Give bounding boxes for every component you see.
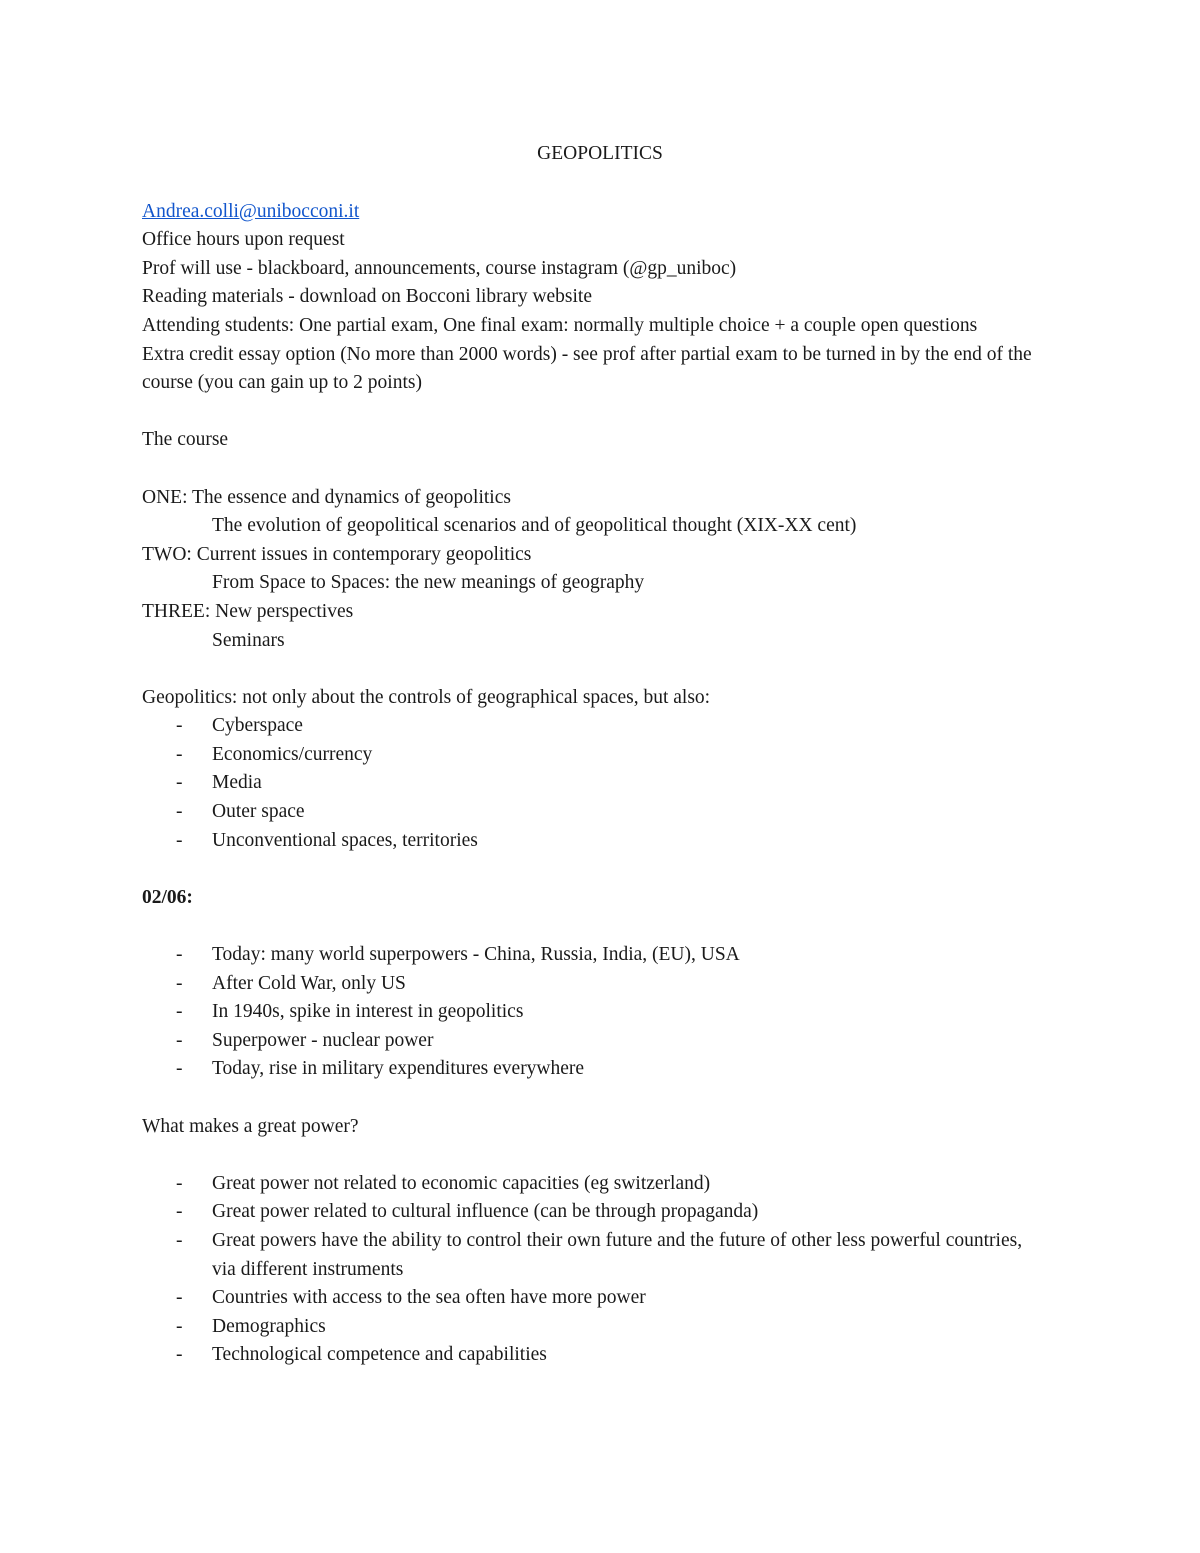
intro-line: Prof will use - blackboard, announcements, course instagram (@gp_uniboc): [142, 257, 737, 279]
date-heading: 02/06:: [142, 886, 193, 908]
list-item: [142, 798, 1042, 827]
spacer: [142, 855, 1042, 884]
list-item: [142, 941, 1042, 970]
spacer: [142, 398, 1042, 427]
spacer: [142, 655, 1042, 684]
dash-marker: -: [176, 743, 183, 765]
list-item-text: Superpower - nuclear power: [212, 1029, 434, 1051]
list-item-text: Countries with access to the sea often have more power: [212, 1287, 646, 1309]
course-part-sub: Seminars: [212, 629, 285, 651]
list-item: [142, 1055, 1042, 1084]
list-item: [142, 1227, 1042, 1284]
dash-marker: -: [176, 1001, 183, 1023]
dash-marker: -: [176, 1229, 183, 1251]
dash-marker: -: [176, 715, 183, 737]
dash-marker: -: [176, 829, 183, 851]
spacer: [142, 912, 1042, 941]
list-item-text: Economics/currency: [212, 743, 373, 765]
dash-marker: -: [176, 1029, 183, 1051]
list-item: [142, 1027, 1042, 1056]
list-item-text: Today: many world superpowers - China, Russia, India, (EU), USA: [212, 944, 740, 966]
list-item: [142, 970, 1042, 999]
list-item-text: Cyberspace: [212, 715, 303, 737]
power-list: [142, 1170, 1042, 1370]
course-part-label: ONE: The essence and dynamics of geopolitics: [142, 486, 511, 508]
geopolitics-list: [142, 712, 1042, 855]
date-list: [142, 941, 1042, 1084]
dash-marker: -: [176, 1201, 183, 1223]
spacer: [142, 1141, 1042, 1170]
list-item-text: Today, rise in military expenditures everywhere: [212, 1058, 585, 1080]
email-line: [142, 198, 1042, 227]
list-item-text: Outer space: [212, 801, 305, 823]
dash-marker: -: [176, 1287, 183, 1309]
list-item: [142, 769, 1042, 798]
list-item-text: Technological competence and capabilities: [212, 1344, 547, 1366]
dash-marker: -: [176, 1344, 183, 1366]
list-item-text: After Cold War, only US: [212, 972, 406, 994]
document-title: GEOPOLITICS: [537, 143, 663, 164]
dash-marker: -: [176, 944, 183, 966]
list-item: [142, 1341, 1042, 1370]
intro-line: Reading materials - download on Bocconi library website: [142, 286, 593, 308]
dash-marker: -: [176, 1172, 183, 1194]
dash-marker: -: [176, 801, 183, 823]
dash-marker: -: [176, 1315, 183, 1337]
email-link[interactable]: Andrea.colli@unibocconi.it: [142, 200, 360, 222]
dash-marker: -: [176, 972, 183, 994]
dash-marker: -: [176, 772, 183, 794]
list-item: [142, 1198, 1042, 1227]
list-item-text: Great power related to cultural influence (can be through propaganda): [212, 1201, 759, 1223]
list-item: [142, 827, 1042, 856]
spacer: [142, 1084, 1042, 1113]
dash-marker: -: [176, 1058, 183, 1080]
course-heading: The course: [142, 429, 229, 451]
list-item: [142, 1170, 1042, 1199]
list-item-text: Media: [212, 772, 262, 794]
intro-line: Attending students: One partial exam, One final exam: normally multiple choice + a couple open questions: [142, 314, 978, 336]
list-item-text: Demographics: [212, 1315, 326, 1337]
list-item: [142, 712, 1042, 741]
course-part-sub: The evolution of geopolitical scenarios and of geopolitical thought (XIX-XX cent): [212, 515, 857, 537]
course-part-label: TWO: Current issues in contemporary geopolitics: [142, 543, 532, 565]
list-item: [142, 998, 1042, 1027]
list-item: [142, 1313, 1042, 1342]
list-item: [142, 1284, 1042, 1313]
intro-line: Extra credit essay option (No more than 2000 words) - see prof after partial exam to be turned in by the end of the course (you can gain up to 2 points): [142, 343, 1032, 394]
list-item-text: Unconventional spaces, territories: [212, 829, 478, 851]
document-page: [142, 140, 1042, 1370]
course-part-sub: From Space to Spaces: the new meanings of geography: [212, 572, 645, 594]
course-part-label: THREE: New perspectives: [142, 600, 354, 622]
list-item-text: Great power not related to economic capacities (eg switzerland): [212, 1172, 711, 1194]
power-heading: What makes a great power?: [142, 1115, 359, 1137]
list-item: [142, 741, 1042, 770]
list-item-text: Great powers have the ability to control their own future and the future of other less powerful countries, via different instruments: [212, 1229, 1023, 1280]
intro-line: Office hours upon request: [142, 229, 345, 251]
geopolitics-heading: Geopolitics: not only about the controls of geographical spaces, but also:: [142, 686, 711, 708]
spacer: [142, 455, 1042, 484]
list-item-text: In 1940s, spike in interest in geopolitics: [212, 1001, 524, 1023]
